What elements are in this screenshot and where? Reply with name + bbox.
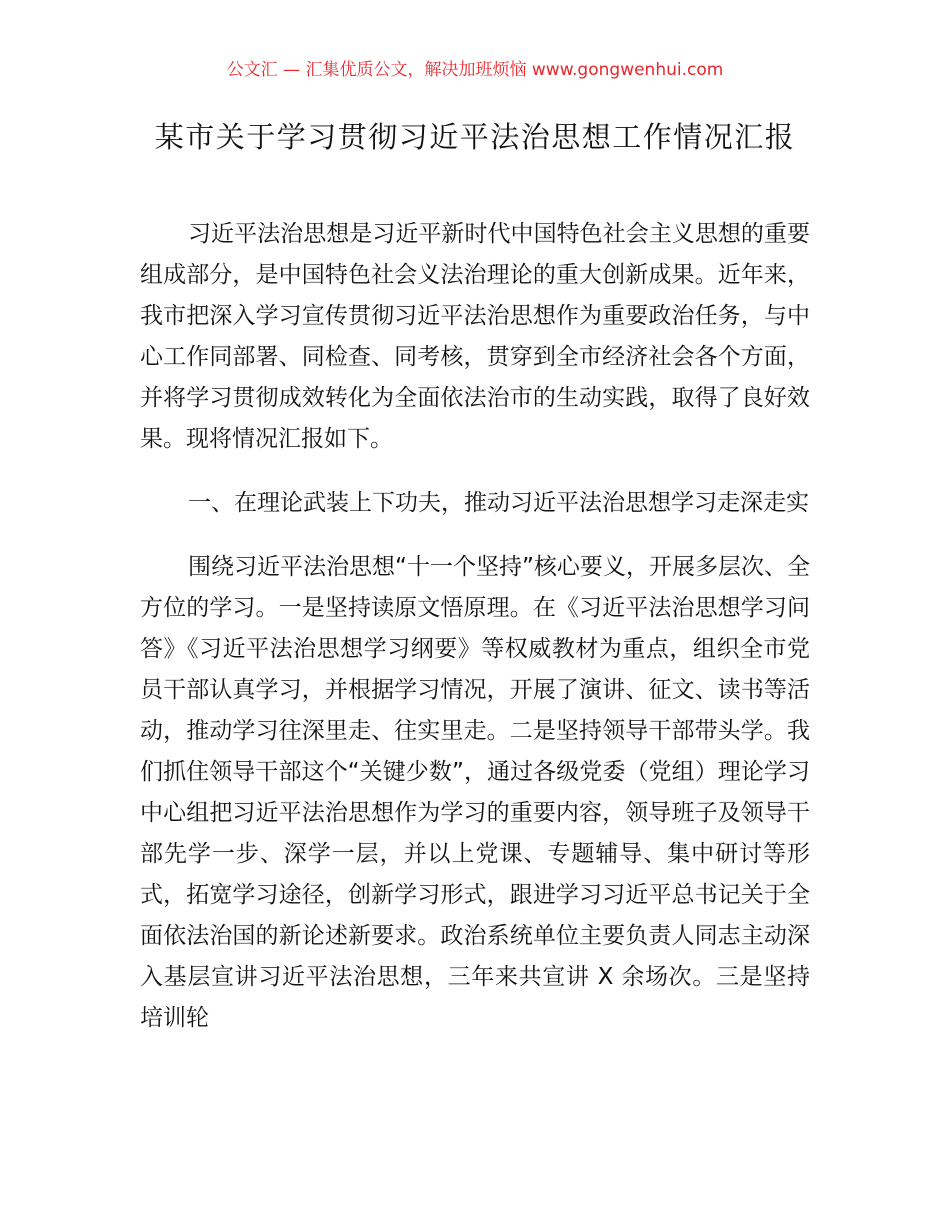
section-heading-1: 一、在理论武装上下功夫，推动习近平法治思想学习走深走实: [188, 490, 809, 516]
paragraph-intro: 习近平法治思想是习近平新时代中国特色社会主义思想的重要组成部分，是中国特色社会义法治理论的重大创新成果。近年来，我市把深入学习宣传贯彻习近平法治思想作为重要政治任务，与中心工作同部署、同检查、同考核，贯穿到全市经济社会各个方面，并将学习贯彻成效转化为全面依法治市的生动实践，取得了良好效果。现将情况汇报如下。: [140, 221, 810, 452]
document-body: [140, 214, 810, 1039]
document-title: 某市关于学习贯彻习近平法治思想工作情况汇报: [154, 120, 796, 154]
paragraph-section-1: 围绕习近平法治思想“十一个坚持”核心要义，开展多层次、全方位的学习。一是坚持读原文悟原理。在《习近平法治思想学习问答》《习近平法治思想学习纲要》等权威教材为重点，组织全市党员干部认真学习，并根据学习情况，开展了演讲、征文、读书等活动，推动学习往深里走、往实里走。二是坚持领导干部带头学。我们抓住领导干部这个“关键少数”，通过各级党委（党组）理论学习中心组把习近平法治思想作为学习的重要内容，领导班子及领导干部先学一步、深学一层，并以上党课、专题辅导、集中研讨等形式，拓宽学习途径，创新学习形式，跟进学习习近平总书记关于全面依法治国的新论述新要求。政治系统单位主要负责人同志主动深入基层宣讲习近平法治思想，三年来共宣讲 X 余场次。三是坚持培训轮: [140, 554, 810, 1031]
site-header-banner: 公文汇 — 汇集优质公文，解决加班烦恼 www.gongwenhui.com: [226, 60, 724, 80]
